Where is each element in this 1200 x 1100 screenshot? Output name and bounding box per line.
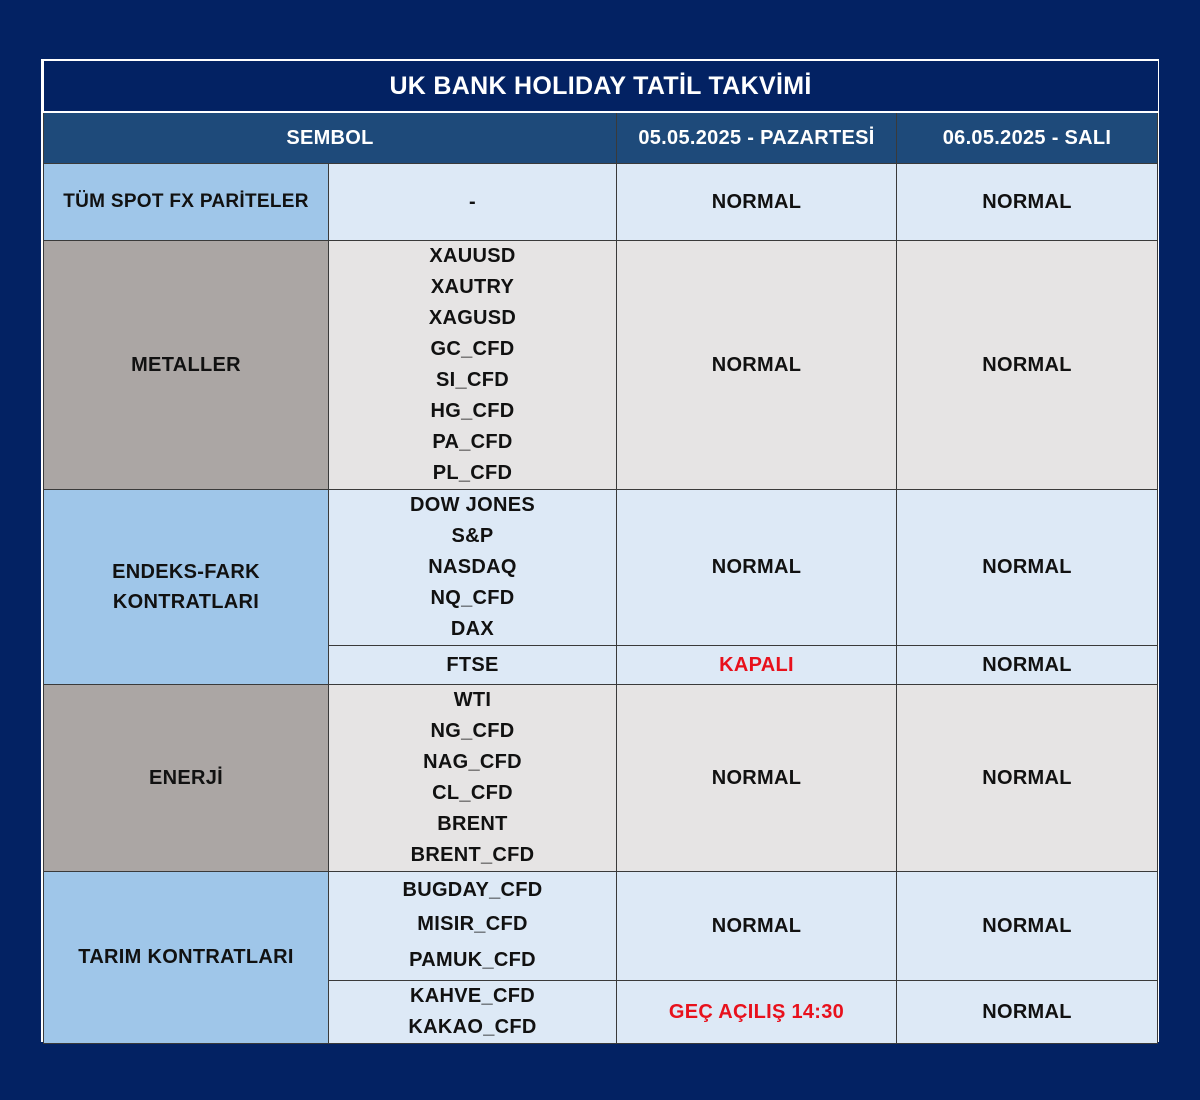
symbol-item: WTI [453, 689, 492, 711]
symbol-item: PA_CFD [432, 431, 513, 453]
symbol-item: XAGUSD [428, 307, 517, 329]
status-energy-day1: NORMAL [617, 685, 897, 872]
symbols-softs [329, 981, 617, 1044]
category-indices-line2: KONTRATLARI [112, 591, 260, 613]
symbol-item: NG_CFD [430, 720, 515, 742]
symbol-item: KAKAO_CFD [408, 1016, 537, 1038]
symbol-item: PL_CFD [432, 462, 513, 484]
header-day1: 05.05.2025 - PAZARTESİ [617, 112, 897, 164]
symbols-energy [329, 685, 617, 872]
symbol-item: PAMUK_CFD [409, 949, 536, 971]
symbols-ftse: FTSE [329, 646, 617, 685]
status-energy-day2: NORMAL [897, 685, 1158, 872]
category-energy: ENERJİ [44, 685, 329, 872]
symbol-item: NAG_CFD [423, 751, 522, 773]
symbol-item: NQ_CFD [430, 587, 515, 609]
status-agri-day1: NORMAL [617, 872, 897, 981]
symbol-item: MISIR_CFD [417, 913, 528, 935]
category-indices-line1: ENDEKS-FARK [112, 561, 260, 583]
table-title: UK BANK HOLIDAY TATİL TAKVİMİ [44, 61, 1158, 112]
symbols-indices [329, 490, 617, 646]
status-indices-day2: NORMAL [897, 490, 1158, 646]
holiday-calendar-table [43, 61, 1158, 1044]
symbol-item: KAHVE_CFD [410, 985, 535, 1007]
symbol-item: XAUUSD [429, 245, 516, 267]
status-ftse-day1: KAPALI [617, 646, 897, 685]
category-agri: TARIM KONTRATLARI [44, 872, 329, 1044]
symbols-agri [329, 872, 617, 981]
symbol-item: XAUTRY [430, 276, 515, 298]
category-fx: TÜM SPOT FX PARİTELER [44, 164, 329, 241]
category-metals: METALLER [44, 241, 329, 490]
symbol-item: BRENT_CFD [410, 844, 535, 866]
status-indices-day1: NORMAL [617, 490, 897, 646]
symbol-item: GC_CFD [430, 338, 515, 360]
symbol-item: BRENT [437, 813, 508, 835]
status-fx-day1: NORMAL [617, 164, 897, 241]
symbol-item: CL_CFD [432, 782, 513, 804]
symbol-item: NASDAQ [428, 556, 517, 578]
category-indices [44, 490, 329, 685]
symbols-metals [329, 241, 617, 490]
status-softs-day2: NORMAL [897, 981, 1158, 1044]
status-softs-day1: GEÇ AÇILIŞ 14:30 [617, 981, 897, 1044]
status-ftse-day2: NORMAL [897, 646, 1158, 685]
status-agri-day2: NORMAL [897, 872, 1158, 981]
status-fx-day2: NORMAL [897, 164, 1158, 241]
symbol-item: DOW JONES [410, 494, 535, 516]
symbol-item: S&P [451, 525, 494, 547]
status-metals-day1: NORMAL [617, 241, 897, 490]
symbols-fx: - [329, 164, 617, 241]
symbol-item: BUGDAY_CFD [402, 879, 543, 901]
header-day2: 06.05.2025 - SALI [897, 112, 1158, 164]
symbol-item: DAX [450, 618, 495, 640]
symbol-item: HG_CFD [430, 400, 515, 422]
symbol-item: SI_CFD [436, 369, 509, 391]
header-symbol: SEMBOL [44, 112, 617, 164]
status-metals-day2: NORMAL [897, 241, 1158, 490]
holiday-calendar-frame [41, 59, 1159, 1042]
